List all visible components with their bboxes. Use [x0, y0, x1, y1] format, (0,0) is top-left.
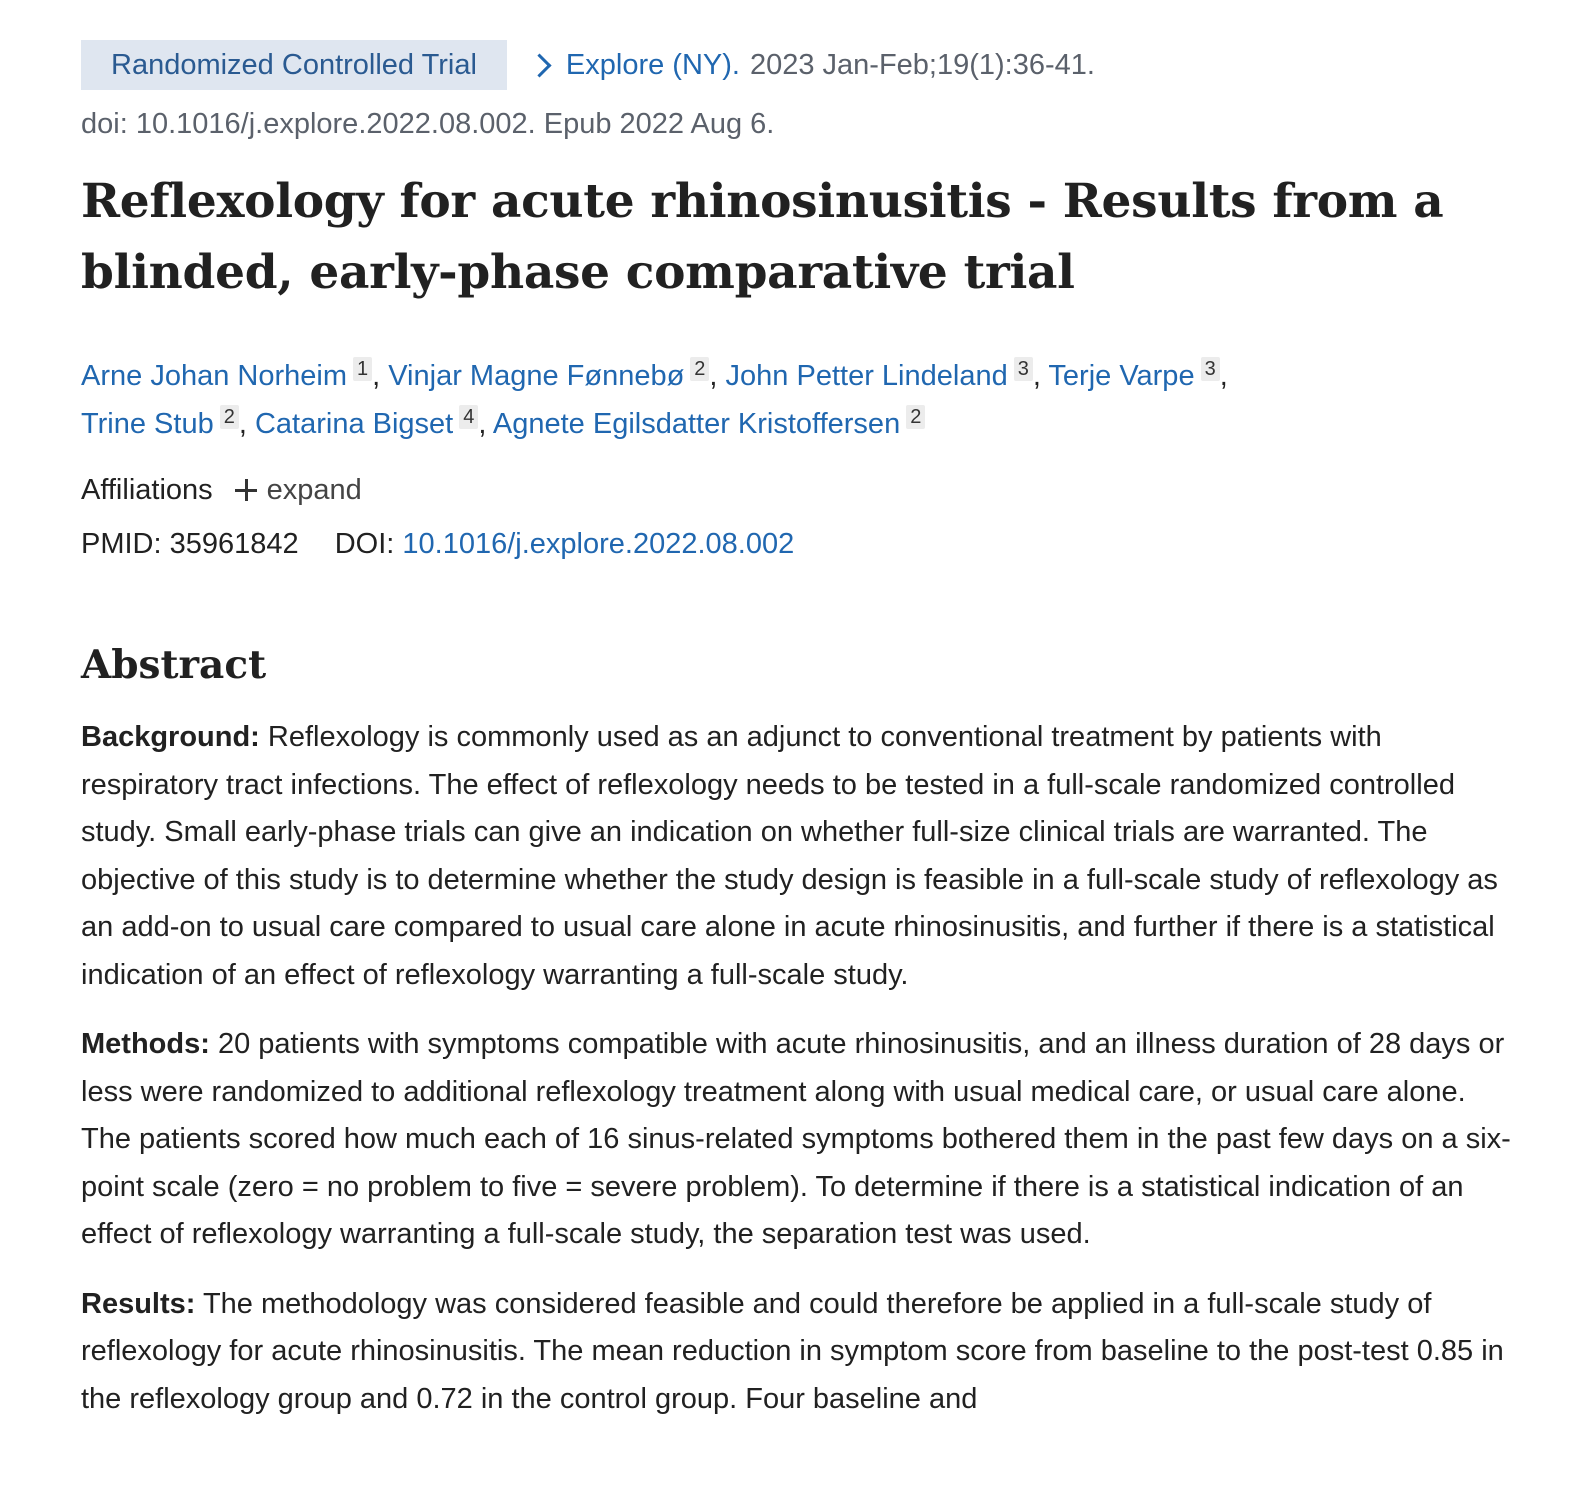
abstract-methods	[81, 1021, 1511, 1259]
section-text: The methodology was considered feasible and could therefore be applied in a full-scale study of reflexology for acute rhinosinusitis. The mean reduction in symptom score from baseline to the post-test 0.85 in the reflexology group and 0.72 in the control group. Four baseline and	[81, 1287, 1504, 1415]
affiliation-marker[interactable]: 4	[459, 405, 478, 429]
doi-epub-line: doi: 10.1016/j.explore.2022.08.002. Epub 2022 Aug 6.	[81, 108, 775, 140]
affiliation-marker[interactable]: 3	[1201, 357, 1220, 381]
affiliation-marker[interactable]: 2	[690, 357, 709, 381]
author-item	[493, 408, 925, 440]
section-text: 20 patients with symptoms compatible with acute rhinosinusitis, and an illness duration of 28 days or less were randomized to additional reflexology treatment along with usual medical care, or usual care alone. The patients scored how much each of 16 sinus-related symptoms bothered them in the past few days on a six-point scale (zero = no problem to five = severe problem). To determine if there is a statistical indication of an effect of reflexology warranting a full-scale study, the separation test was used.	[81, 1028, 1511, 1250]
authors-list: Arne Johan Norheim $^1$ , Vinjar Magne Fønnebø $^2$ , John Petter Lindeland $^3$ , Terje Varpe $^3$ , Trine Stub $^2$ , Catarina Bigset $^4$ , Agnete Egilsdatter Kristoffersen $^2$	[81, 358, 1228, 440]
author-item	[255, 408, 478, 440]
journal-link[interactable]: Explore (NY).	[565, 48, 740, 81]
affiliation-marker[interactable]: 2	[906, 405, 925, 429]
publication-type-badge[interactable]: Randomized Controlled Trial	[81, 40, 507, 90]
pmid-label: PMID:	[81, 528, 162, 560]
article-title: Reflexology for acute rhinosinusitis - Results from a blinded, early-phase comparative trial	[81, 174, 1444, 300]
affiliation-marker[interactable]: 3	[1014, 357, 1033, 381]
article-page	[81, 40, 1511, 1423]
author-link[interactable]: Trine Stub	[81, 408, 214, 440]
identifiers-row	[81, 524, 1511, 564]
section-label: Results:	[81, 1287, 196, 1320]
affiliations-row	[81, 470, 1511, 510]
abstract-results	[81, 1281, 1511, 1424]
author-item	[1048, 360, 1219, 392]
author-item	[726, 360, 1033, 392]
affiliation-marker[interactable]: 1	[353, 357, 372, 381]
author-link[interactable]: Terje Varpe	[1048, 360, 1195, 392]
abstract-heading: Abstract	[81, 642, 267, 688]
section-text: Reflexology is commonly used as an adjunct to conventional treatment by patients with respiratory tract infections. The effect of reflexology needs to be tested in a full-scale randomized controlled study. Small early-phase trials can give an indication on whether full-size clinical trials are warranted. The objective of this study is to determine whether the study design is feasible in a full-scale study of reflexology as an add-on to usual care compared to usual care alone in acute rhinosinusitis, and further if there is a statistical indication of an effect of reflexology warranting a full-scale study.	[81, 721, 1498, 991]
author-item	[388, 360, 709, 392]
section-label: Methods:	[81, 1028, 210, 1060]
doi-link[interactable]: 10.1016/j.explore.2022.08.002	[402, 528, 795, 560]
doi-label: DOI:	[334, 528, 395, 560]
author-link[interactable]: Catarina Bigset	[254, 408, 454, 440]
chevron-right-icon	[527, 53, 551, 77]
abstract-background	[81, 714, 1511, 999]
author-link[interactable]: John Petter Lindeland	[725, 360, 1008, 392]
section-label: Background:	[81, 721, 260, 753]
publication-meta	[81, 40, 1511, 90]
plus-icon[interactable]	[235, 479, 257, 501]
author-item	[81, 360, 372, 392]
affiliations-label: Affiliations	[81, 474, 213, 506]
pmid-value: 35961842	[169, 528, 299, 560]
author-item	[81, 408, 239, 440]
author-link[interactable]: Vinjar Magne Fønnebø	[388, 360, 685, 392]
expand-affiliations-button[interactable]: expand	[266, 474, 362, 506]
citation-text: 2023 Jan-Feb;19(1):36-41.	[749, 48, 1095, 81]
author-link[interactable]: Agnete Egilsdatter Kristoffersen	[492, 408, 901, 440]
affiliation-marker[interactable]: 2	[220, 405, 239, 429]
author-link[interactable]: Arne Johan Norheim	[81, 360, 347, 392]
